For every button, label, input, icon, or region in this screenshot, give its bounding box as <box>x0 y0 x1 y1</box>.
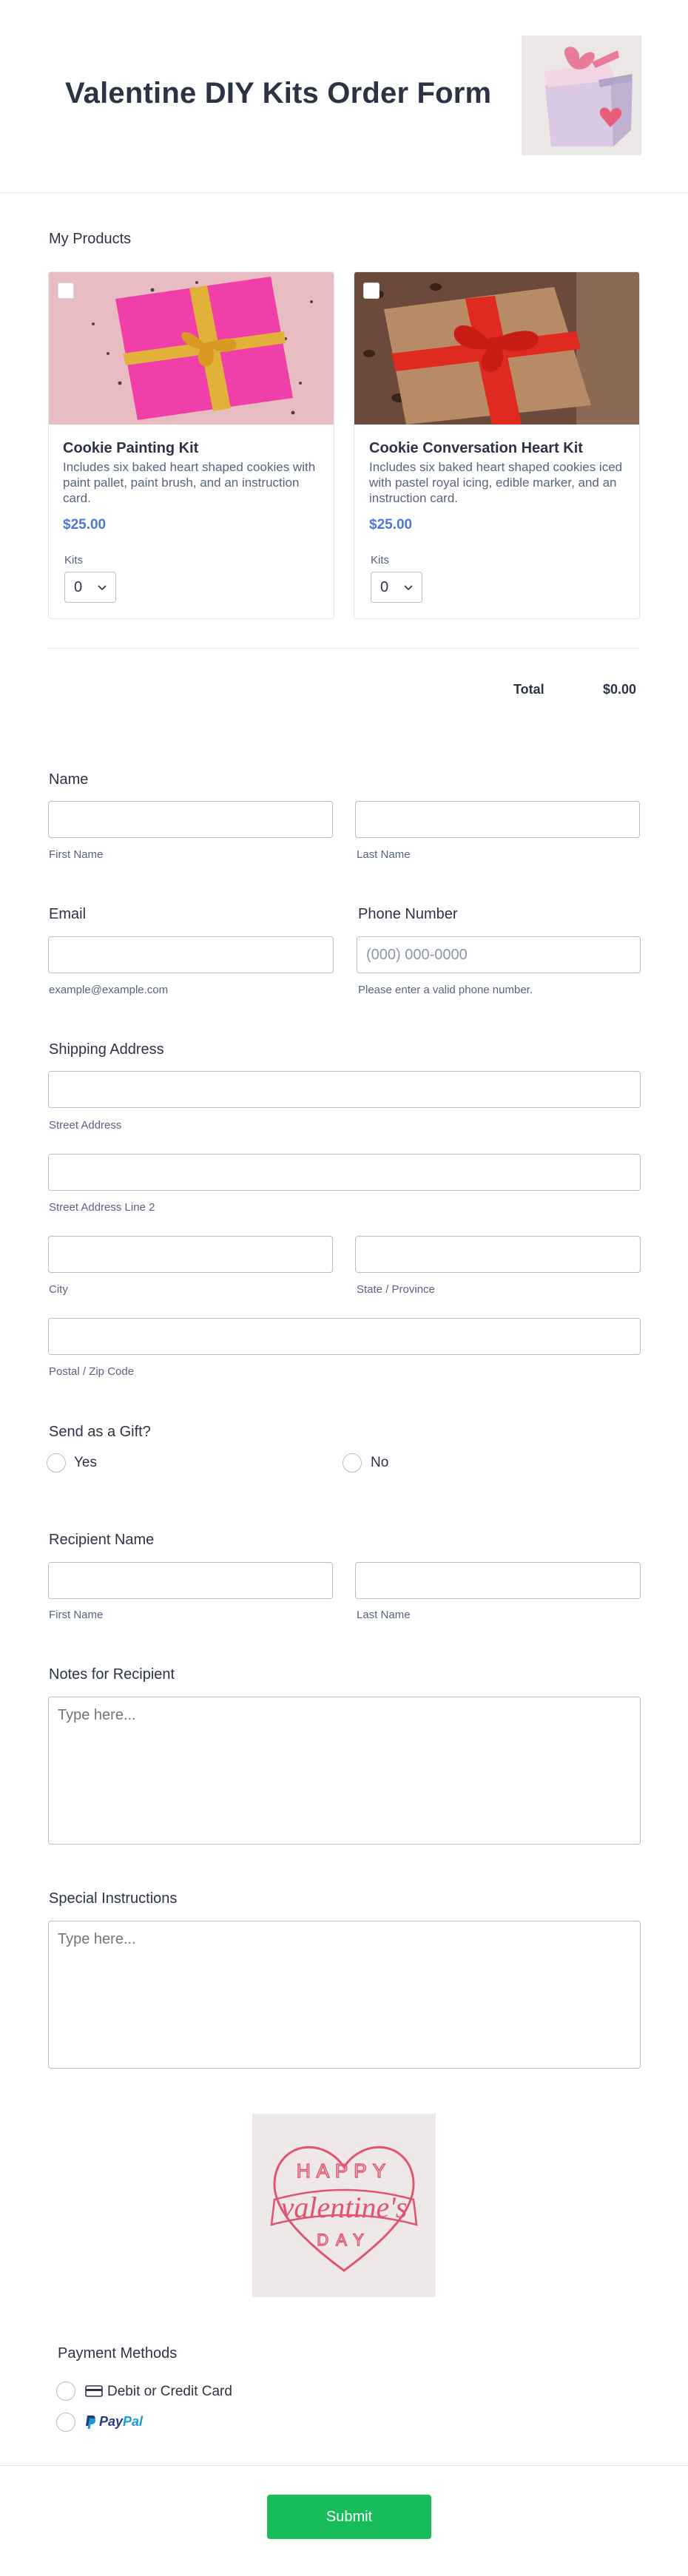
first-name-sublabel: First Name <box>49 848 104 861</box>
state-input[interactable] <box>355 1236 641 1273</box>
form-title: Valentine DIY Kits Order Form <box>65 77 492 109</box>
recipient-first-name-sublabel: First Name <box>49 1609 104 1621</box>
phone-sublabel: Please enter a valid phone number. <box>358 984 533 996</box>
payment-card-label: Debit or Credit Card <box>107 2384 232 2399</box>
product-qty-label: Kits <box>64 554 84 567</box>
gift-no-label: No <box>371 1455 389 1470</box>
payment-paypal-radio[interactable] <box>56 2413 75 2432</box>
email-sublabel: example@example.com <box>49 984 169 996</box>
street-address-line2-sublabel: Street Address Line 2 <box>49 1201 155 1214</box>
valentine-day-image <box>252 2114 436 2297</box>
product-select-checkbox[interactable] <box>363 283 380 299</box>
total-label: Total <box>513 682 544 697</box>
gift-no-radio[interactable] <box>343 1453 362 1473</box>
product-title: Cookie Conversation Heart Kit <box>369 440 583 456</box>
products-label: My Products <box>49 231 132 247</box>
postal-code-sublabel: Postal / Zip Code <box>49 1365 135 1378</box>
state-sublabel: State / Province <box>357 1283 435 1296</box>
product-card-conversation-heart[interactable] <box>354 271 640 619</box>
product-image-pink-gift <box>49 272 334 425</box>
product-qty-label: Kits <box>371 554 390 567</box>
valentine-text-bottom: DAY <box>317 2231 371 2249</box>
product-image-kraft-gift <box>354 272 639 425</box>
chevron-down-icon <box>98 585 107 591</box>
valentine-text-top: HAPPY <box>296 2160 392 2182</box>
credit-card-icon <box>85 2385 103 2397</box>
first-name-input[interactable] <box>48 801 333 838</box>
recipient-name-label: Recipient Name <box>49 1532 155 1548</box>
product-title: Cookie Painting Kit <box>63 440 199 456</box>
notes-textarea[interactable] <box>48 1697 641 1845</box>
street-address-line2-input[interactable] <box>48 1154 641 1191</box>
total-value: $0.00 <box>603 682 637 697</box>
payment-card-radio[interactable] <box>56 2381 75 2401</box>
payment-methods-label: Payment Methods <box>58 2345 178 2362</box>
city-sublabel: City <box>49 1283 68 1296</box>
city-input[interactable] <box>48 1236 333 1273</box>
product-qty-value: 0 <box>380 578 389 595</box>
street-address-input[interactable] <box>48 1071 641 1108</box>
product-card-cookie-painting[interactable] <box>48 271 334 619</box>
product-description: Includes six baked heart shaped cookies with paint pallet, paint brush, and an instruction card. <box>63 460 316 505</box>
recipient-last-name-sublabel: Last Name <box>357 1609 411 1621</box>
gift-yes-radio[interactable] <box>47 1453 66 1473</box>
chevron-down-icon <box>404 585 413 591</box>
name-label: Name <box>49 771 89 788</box>
paypal-icon <box>85 2415 97 2430</box>
special-instructions-label: Special Instructions <box>49 1890 178 1907</box>
last-name-sublabel: Last Name <box>357 848 411 861</box>
gift-yes-label: Yes <box>74 1455 97 1470</box>
paypal-pal-text: Pal <box>123 2414 144 2429</box>
email-field[interactable] <box>48 936 334 973</box>
street-address-sublabel: Street Address <box>49 1119 122 1132</box>
footer-divider <box>0 2465 688 2466</box>
phone-field[interactable] <box>357 936 641 973</box>
recipient-last-name-input[interactable] <box>355 1562 641 1599</box>
valentine-text-mid: valentine's <box>280 2191 408 2224</box>
product-price: $25.00 <box>369 517 413 533</box>
product-qty-select[interactable] <box>64 572 116 603</box>
shipping-address-label: Shipping Address <box>49 1041 164 1058</box>
product-description: Includes six baked heart shaped cookies iced with pastel royal icing, edible marker, and an instruction card. <box>369 460 623 505</box>
recipient-first-name-input[interactable] <box>48 1562 333 1599</box>
gift-question-label: Send as a Gift? <box>49 1424 151 1440</box>
product-price: $25.00 <box>63 517 107 533</box>
email-label: Email <box>49 906 87 922</box>
paypal-pay-text: Pay <box>99 2414 124 2429</box>
product-qty-select[interactable] <box>371 572 422 603</box>
special-instructions-textarea[interactable] <box>48 1921 641 2069</box>
products-divider <box>48 648 640 649</box>
header-gift-image <box>522 36 641 155</box>
product-qty-value: 0 <box>74 578 83 595</box>
phone-placeholder: (000) 000-0000 <box>366 946 468 963</box>
submit-button[interactable]: Submit <box>267 2495 431 2539</box>
phone-label: Phone Number <box>358 906 458 922</box>
paypal-logo <box>85 2414 143 2430</box>
postal-code-input[interactable] <box>48 1318 641 1355</box>
notes-label: Notes for Recipient <box>49 1666 175 1683</box>
product-select-checkbox[interactable] <box>58 283 74 299</box>
last-name-input[interactable] <box>355 801 640 838</box>
